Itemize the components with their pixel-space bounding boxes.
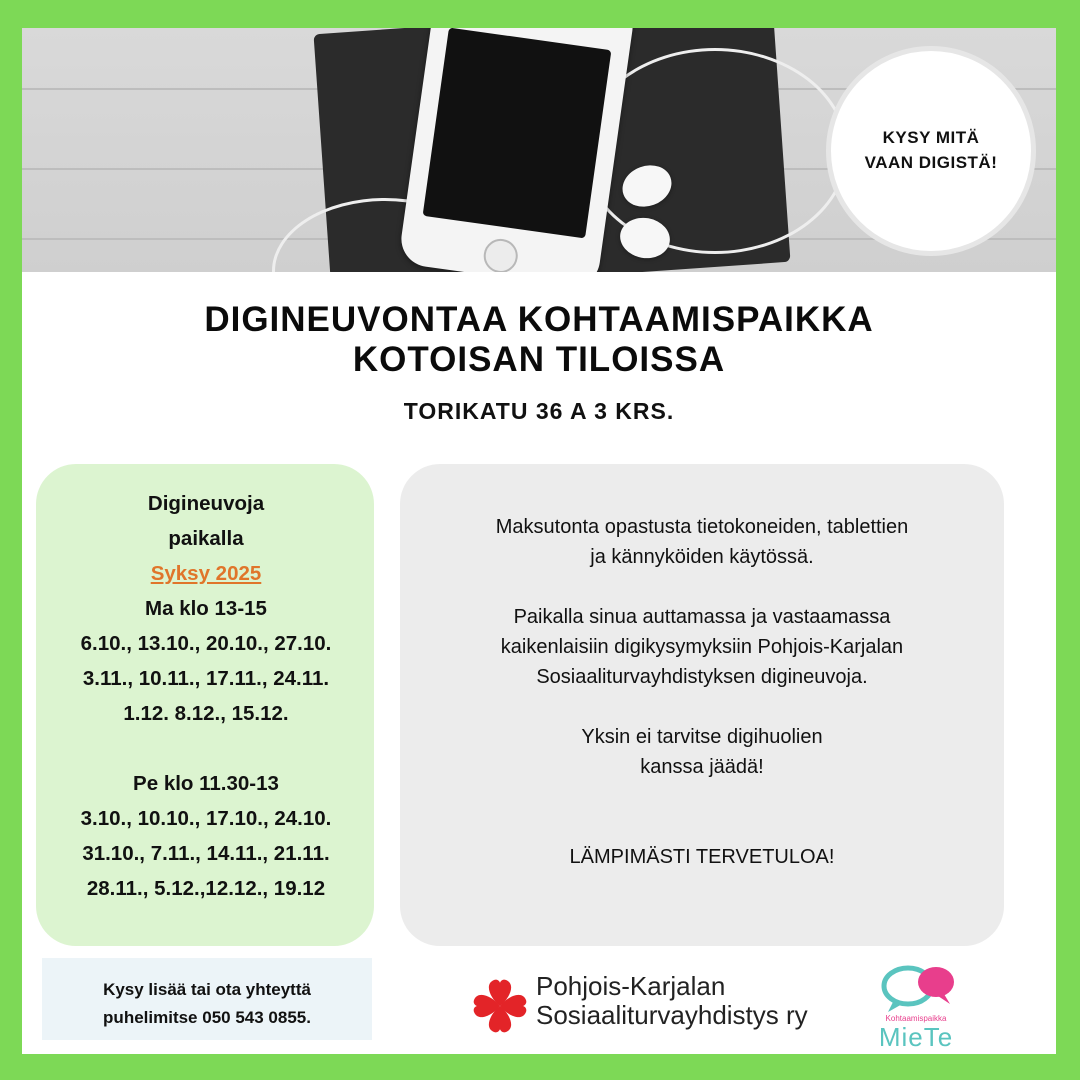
schedule-line: Ma klo 13-15 [145, 597, 267, 620]
contact-text [42, 976, 372, 1032]
info-text [400, 512, 1004, 872]
info-line: kanssa jäädä! [640, 756, 764, 778]
org-name-line: Pohjois-Karjalan [536, 971, 726, 1001]
info-line: Paikalla sinua auttamassa ja vastaamassa [513, 606, 891, 628]
contact-phone: puhelimitse 050 543 0855. [103, 1008, 311, 1027]
schedule-line: paikalla [168, 527, 244, 550]
org-name [536, 972, 808, 1030]
welcome-text: LÄMPIMÄSTI TERVETULOA! [569, 846, 835, 868]
schedule-line: 1.12. 8.12., 15.12. [123, 702, 289, 725]
miete-name: MieTe [878, 1022, 954, 1052]
schedule-line: 3.11., 10.11., 17.11., 24.11. [82, 667, 330, 690]
miete-subtitle: Kohtaamispaikka [885, 1014, 947, 1023]
org-name-line: Sosiaaliturvayhdistys ry [536, 1000, 808, 1030]
smartphone-image [398, 28, 636, 272]
schedule-line: 3.10., 10.10., 17.10., 24.10. [80, 807, 332, 830]
schedule-line: 28.11., 5.12.,12.12., 19.12 [86, 877, 326, 900]
schedule-line: Digineuvoja [147, 492, 265, 515]
info-line: Maksutonta opastusta tietokoneiden, tablettien [495, 516, 909, 538]
info-line: kaikenlaisiin digikysymyksiin Pohjois-Karjalan [500, 636, 904, 658]
schedule-season: Syksy 2025 [150, 562, 262, 585]
info-line: ja kännyköiden käytössä. [590, 546, 814, 568]
page-title: DIGINEUVONTAA KOHTAAMISPAIKKA KOTOISAN TILOISSA [204, 300, 874, 379]
schedule-spacer [28, 731, 384, 766]
schedule-line: 6.10., 13.10., 20.10., 27.10. [80, 632, 332, 655]
poster [22, 28, 1056, 1054]
badge-text: KYSY MITÄ VAAN DIGISTÄ! [864, 128, 998, 172]
address: TORIKATU 36 A 3 KRS. [403, 398, 675, 424]
schedule-line: Pe klo 11.30-13 [133, 772, 279, 795]
contact-line: Kysy lisää tai ota yhteyttä [103, 980, 311, 999]
info-line: Sosiaaliturvayhdistyksen digineuvoja. [536, 666, 868, 688]
schedule-text [28, 486, 384, 906]
heart-flower-logo-icon [470, 976, 530, 1036]
question-badge [826, 46, 1036, 256]
schedule-line: 31.10., 7.11., 14.11., 21.11. [82, 842, 330, 865]
info-line: Yksin ei tarvitse digihuolien [581, 726, 823, 748]
